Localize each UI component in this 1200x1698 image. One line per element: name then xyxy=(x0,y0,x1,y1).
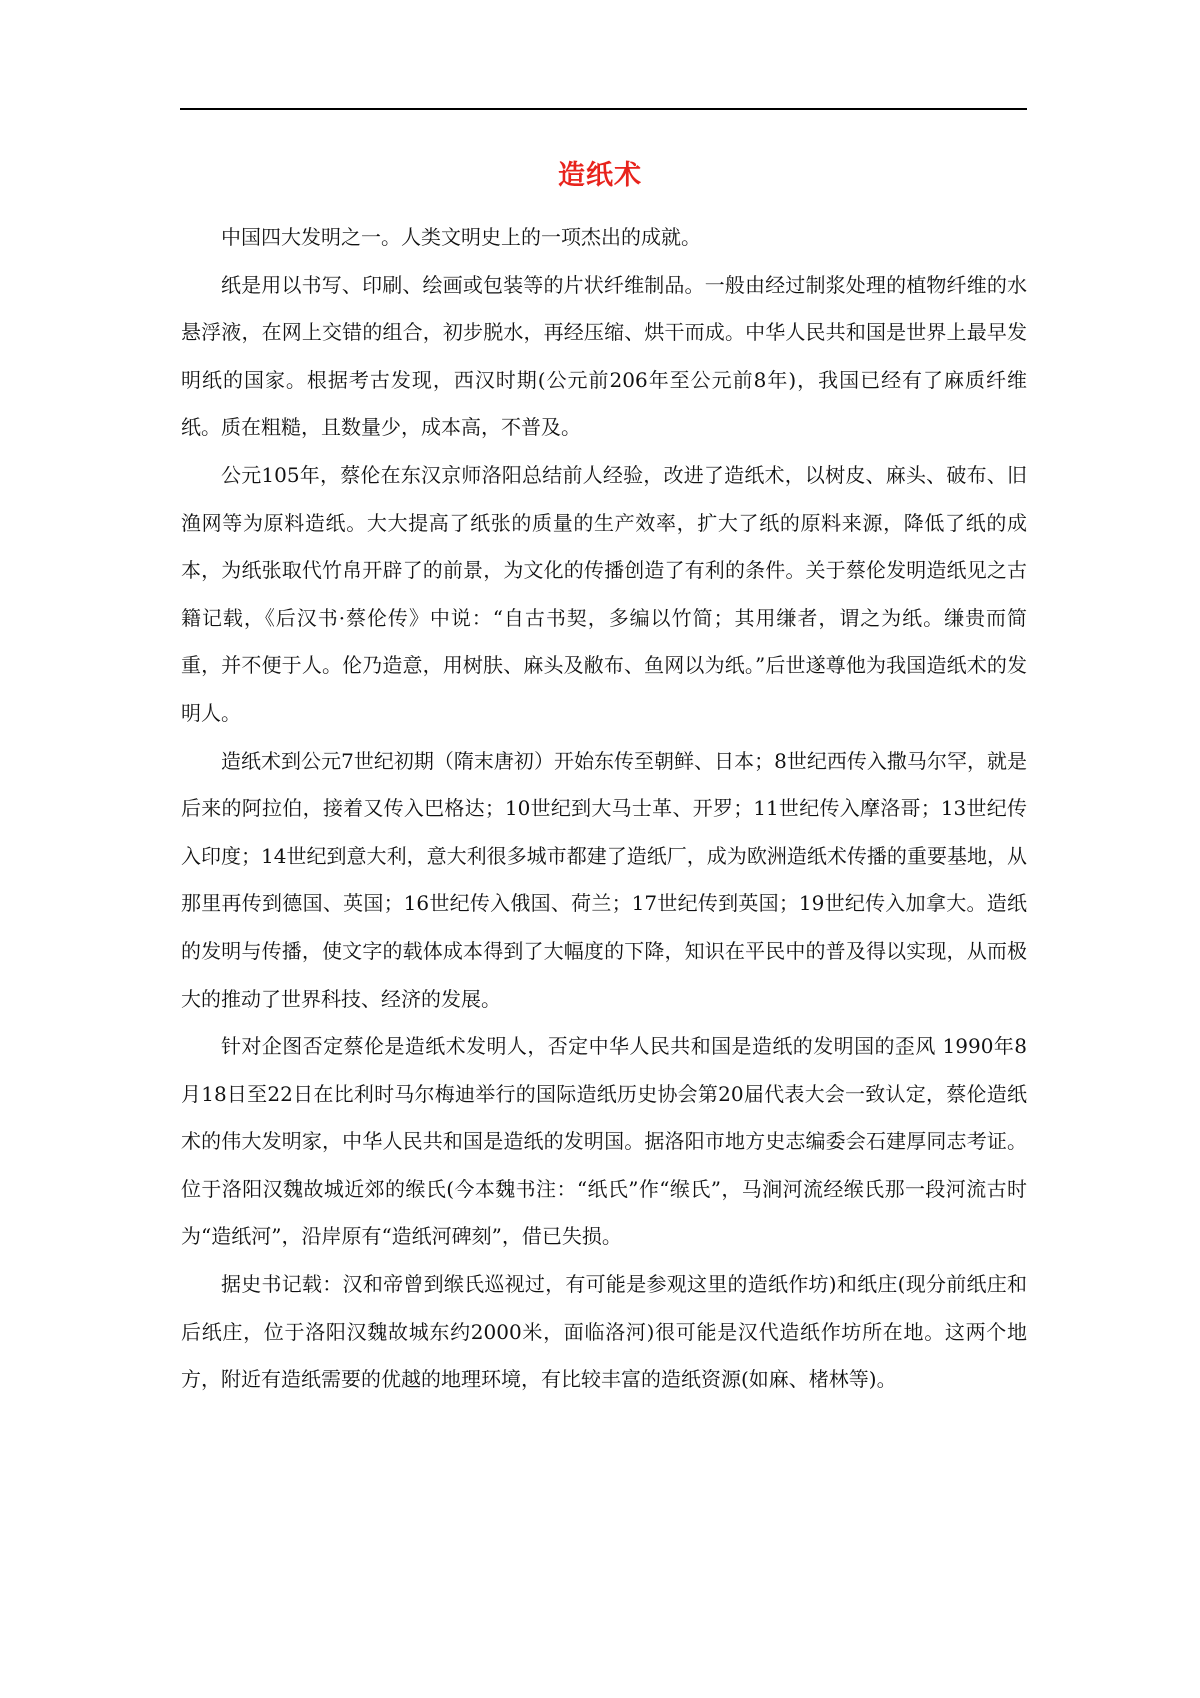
header-rule xyxy=(180,108,1027,110)
paragraph-recognition: 针对企图否定蔡伦是造纸术发明人，否定中华人民共和国是造纸的发明国的歪风 1990年8月18日至22日在比利时马尔梅迪举行的国际造纸历史协会第20届代表大会一致认定，蔡伦造纸术的伟大发明家，中华人民共和国是造纸的发明国。据洛阳市地方史志编委会石建厚同志考证。位于洛阳汉魏故城近郊的缑氏(今本魏书注：“纸氏”作“缑氏”，马涧河流经缑氏那一段河流古时为“造纸河”，沿岸原有“造纸河碑刻”，借已失损。 xyxy=(181,1034,1027,1249)
document-body xyxy=(181,214,1027,1404)
paragraph-spread: 造纸术到公元7世纪初期（隋末唐初）开始东传至朝鲜、日本；8世纪西传入撒马尔罕，就是后来的阿拉伯，接着又传入巴格达；10世纪到大马士革、开罗；11世纪传入摩洛哥；13世纪传入印度；14世纪到意大利，意大利很多城市都建了造纸厂，成为欧洲造纸术传播的重要基地，从那里再传到德国、英国；16世纪传入俄国、荷兰；17世纪传到英国；19世纪传入加拿大。造纸的发明与传播，使文字的载体成本得到了大幅度的下降，知识在平民中的普及得以实现，从而极大的推动了世界科技、经济的发展。 xyxy=(181,748,1027,1011)
document-title: 造纸术 xyxy=(558,160,642,191)
paragraph-definition: 纸是用以书写、印刷、绘画或包装等的片状纤维制品。一般由经过制浆处理的植物纤维的水悬浮液，在网上交错的组合，初步脱水，再经压缩、烘干而成。中华人民共和国是世界上最早发明纸的国家。根据考古发现，西汉时期(公元前206年至公元前8年)，我国已经有了麻质纤维纸。质在粗糙，且数量少，成本高，不普及。 xyxy=(181,272,1027,440)
paragraph-cai-lun: 公元105年，蔡伦在东汉京师洛阳总结前人经验，改进了造纸术，以树皮、麻头、破布、旧渔网等为原料造纸。大大提高了纸张的质量的生产效率，扩大了纸的原料来源，降低了纸的成本，为纸张取代竹帛开辟了的前景，为文化的传播创造了有利的条件。关于蔡伦发明造纸见之古籍记载，《后汉书·蔡伦传》中说：“自古书契，多编以竹简；其用缣者，谓之为纸。缣贵而简重，并不便于人。伦乃造意，用树肤、麻头及敝布、鱼网以为纸。”后世遂尊他为我国造纸术的发明人。 xyxy=(181,462,1027,725)
paragraph-intro: 中国四大发明之一。人类文明史上的一项杰出的成就。 xyxy=(221,225,701,249)
paragraph-historical-record: 据史书记载：汉和帝曾到缑氏巡视过，有可能是参观这里的造纸作坊)和纸庄(现分前纸庄和后纸庄，位于洛阳汉魏故城东约2000米，面临洛河)很可能是汉代造纸作坊所在地。这两个地方，附近有造纸需要的优越的地理环境，有比较丰富的造纸资源(如麻、楮林等)。 xyxy=(181,1272,1027,1392)
